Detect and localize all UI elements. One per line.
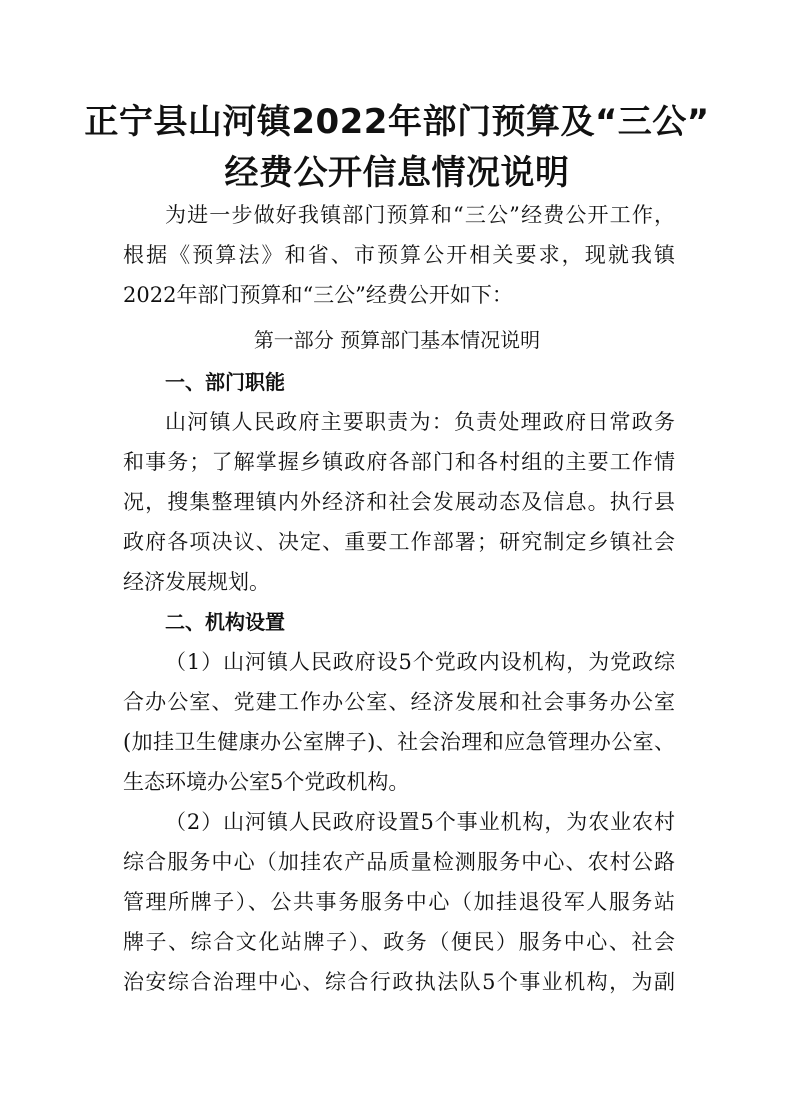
paragraph-line: 经济发展规划。 xyxy=(123,570,270,594)
paragraph-line: （2）山河镇人民政府设置5个事业机构，为农业农村 xyxy=(165,810,675,834)
intro-line: 为进一步做好我镇部门预算和“三公”经费公开工作， xyxy=(165,203,675,227)
intro-line: 2022年部门预算和“三公”经费公开如下： xyxy=(123,283,513,307)
part-heading: 第一部分 预算部门基本情况说明 xyxy=(253,328,541,352)
section-heading-functions: 一、部门职能 xyxy=(165,370,285,394)
paragraph-line: 综合服务中心（加挂农产品质量检测服务中心、农村公路 xyxy=(123,850,675,874)
paragraph-line: 山河镇人民政府主要职责为：负责处理政府日常政务 xyxy=(165,410,675,434)
paragraph-line: 合办公室、党建工作办公室、经济发展和社会事务办公室 xyxy=(123,690,675,714)
paragraph-line: 管理所牌子）、公共事务服务中心（加挂退役军人服务站 xyxy=(123,890,675,914)
paragraph-line: （1）山河镇人民政府设5个党政内设机构，为党政综 xyxy=(165,650,675,674)
document-title-line-2: 经费公开信息情况说明 xyxy=(224,153,570,193)
paragraph-line: 牌子、综合文化站牌子）、政务（便民）服务中心、社会 xyxy=(123,930,675,954)
paragraph-line: 政府各项决议、决定、重要工作部署；研究制定乡镇社会 xyxy=(123,530,675,554)
paragraph-line: 治安综合治理中心、综合行政执法队5个事业机构，为副 xyxy=(123,970,675,994)
section-heading-structure: 二、机构设置 xyxy=(165,610,285,634)
paragraph-line: 生态环境办公室5个党政机构。 xyxy=(123,770,410,794)
intro-line: 根据《预算法》和省、市预算公开相关要求，现就我镇 xyxy=(123,243,675,267)
document-title-line-1: 正宁县山河镇2022年部门预算及“三公” xyxy=(84,102,710,142)
paragraph-line: 和事务；了解掌握乡镇政府各部门和各村组的主要工作情 xyxy=(123,450,675,474)
paragraph-line: (加挂卫生健康办公室牌子)、社会治理和应急管理办公室、 xyxy=(123,730,675,754)
paragraph-line: 况，搜集整理镇内外经济和社会发展动态及信息。执行县 xyxy=(123,490,675,514)
